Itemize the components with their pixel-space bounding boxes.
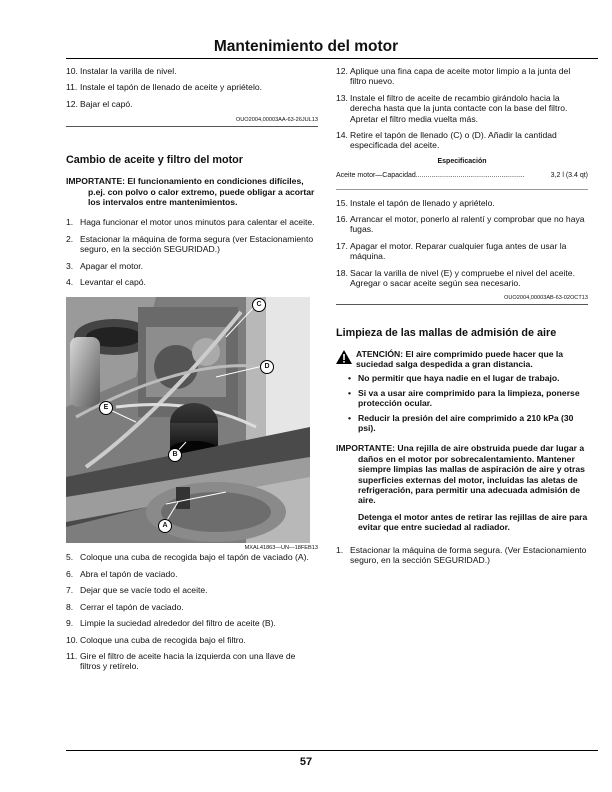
step-text: Limpie la suciedad alrededor del filtro de aceite (B). [80,618,276,629]
callout-B: B [168,448,182,462]
step-text: Cerrar el tapón de vaciado. [80,601,184,612]
spec-value: 3,2 l (3.4 qt) [550,172,588,180]
step-item [66,552,318,562]
step-item [66,602,318,612]
step-item [336,241,588,262]
step-list [66,217,318,287]
step-number: 12. [336,66,348,76]
step-list [336,66,588,151]
step-number: 8. [66,601,74,612]
important-notice [336,443,588,532]
step-item [66,635,318,645]
footer-rule [66,750,598,751]
reference-code: OUO2004,00003AB-63-02OCT13 [504,294,588,301]
step-item [66,651,318,672]
step-text: Gire el filtro de aceite hacia la izquierda con una llave de filtros y retírelo. [80,650,296,672]
step-text: Levantar el capó. [80,277,146,288]
engine-illustration [66,297,310,543]
section-heading: Cambio de aceite y filtro del motor [66,154,243,167]
important-note: Detenga el motor antes de retirar las rejillas de aire para evitar que entre suciedad al radiador. [358,511,588,533]
important-text: IMPORTANTE: Una rejilla de aire obstruida puede dar lugar a daños en el motor por sobrecalentamiento. Mantener siempre limpias las mallas de aspiración de aire y otras superficies externas del motor, incluidas las aletas de refrigeración, para permitir una adecuada admisión de aire. [336,443,585,506]
step-item [336,545,588,566]
important-text: IMPORTANTE: El funcionamiento en condiciones difíciles, p.ej. con polvo o calor extremo, puede obligar a acortar los intervalos entre mantenimientos. [66,176,315,208]
spec-divider [336,189,588,190]
bullet-dot-icon: • [348,412,352,423]
step-item [66,585,318,595]
photo-caption: MXAL41863—UN—18FEB13 [244,545,318,552]
step-list [66,552,318,671]
page-number: 57 [299,756,313,768]
step-list [336,198,588,289]
bullet-text: No permitir que haya nadie en el lugar de trabajo. [358,373,560,384]
step-text: Instalar la varilla de nivel. [80,66,177,76]
step-text: Bajar el capó. [80,98,133,109]
step-item [336,93,588,124]
step-text: Retire el tapón de llenado (C) o (D). Añadir la cantidad especificada del aceite. [350,130,557,151]
step-number: 4. [66,277,74,288]
step-number: 1. [336,544,344,555]
step-number: 10. [66,66,78,76]
step-number: 11. [66,82,78,93]
header-rule [66,58,598,59]
spec-heading: Especificación [437,157,487,165]
step-item [66,217,318,227]
step-item [66,99,318,109]
step-item [336,198,588,208]
step-number: 7. [66,585,74,596]
step-list [336,545,588,566]
step-number: 18. [336,267,348,278]
step-item [66,618,318,628]
step-number: 12. [66,98,78,109]
step-item [66,234,318,255]
right-column [336,66,588,571]
callout-C: C [252,298,266,312]
step-item [336,214,588,235]
step-item [336,130,588,151]
step-text: Apagar el motor. Reparar cualquier fuga antes de usar la máquina. [350,240,567,262]
spec-line [336,171,588,181]
step-text: Estacionar la máquina de forma segura. (Ver Estacionamiento seguro, en la sección SEGURIDAD.) [350,544,587,565]
step-text: Apagar el motor. [80,260,144,271]
step-item [66,82,318,92]
step-number: 1. [66,217,74,228]
step-number: 15. [336,197,348,208]
step-item [66,261,318,271]
left-column [66,66,318,678]
step-text: Coloque una cuba de recogida bajo el filtro. [80,634,246,645]
step-text: Instale el filtro de aceite de recambio girándolo hacia la derecha hasta que la junta contacte con la base del filtro. Apretar el filtro media vuelta más. [350,92,568,124]
spec-label: Aceite motor—Capacidad. [336,172,418,180]
step-text: Haga funcionar el motor unos minutos para calentar el aceite. [80,217,315,228]
step-number: 9. [66,618,74,629]
spec-leader: ....................................................... [417,172,525,180]
callout-D: D [260,360,274,374]
step-text: Dejar que se vacíe todo el aceite. [80,585,208,596]
step-item [66,569,318,579]
step-number: 3. [66,260,74,271]
step-text: Abra el tapón de vaciado. [80,568,178,579]
callout-E: E [99,401,113,415]
step-number: 6. [66,568,74,579]
caution-notice [336,349,588,370]
step-number: 2. [66,233,74,244]
engine-photo [66,297,310,543]
page-title: Mantenimiento del motor [213,38,399,55]
bullet-text: Reducir la presión del aire comprimido a 210 kPa (30 psi). [358,412,574,433]
important-notice [66,176,318,207]
callout-A: A [158,519,172,533]
step-item [336,66,588,87]
step-number: 16. [336,214,348,225]
step-number: 5. [66,552,74,563]
caution-text: ATENCIÓN: El aire comprimido puede hacer que la suciedad salga despedida a gran distancia. [356,348,564,369]
step-item [66,66,318,76]
step-number: 11. [66,650,78,661]
bullet-text: Si va a usar aire comprimido para la limpieza, ponerse protección ocular. [358,387,580,409]
step-number: 14. [336,130,348,141]
bullet-dot-icon: • [348,373,352,384]
step-number: 13. [336,92,348,103]
step-number: 17. [336,240,348,251]
warning-triangle-icon [336,350,352,364]
bullet-list [336,373,588,433]
bullet-item [348,373,588,383]
step-text: Instale el tapón de llenado y apriételo. [350,197,495,208]
step-text: Sacar la varilla de nivel (E) y compruebe el nivel del aceite. Agregar o sacar aceite según sea necesario. [350,267,575,289]
step-text: Coloque una cuba de recogida bajo el tapón de vaciado (A). [80,552,309,563]
step-item [336,268,588,289]
step-number: 10. [66,634,78,645]
step-text: Estacionar la máquina de forma segura (ver Estacionamiento seguro, en la sección SEGURIDAD.) [80,233,314,255]
reference-code: OUO2004,00003AA-63-26JUL13 [235,117,318,124]
step-text: Instale el tapón de llenado de aceite y apriételo. [80,82,263,93]
step-text: Arrancar el motor, ponerlo al ralentí y comprobar que no haya fugas. [350,214,585,235]
bullet-item [348,388,588,409]
step-list [66,66,318,109]
bullet-dot-icon: • [348,387,352,398]
step-text: Aplique una fina capa de aceite motor limpio a la junta del filtro nuevo. [350,66,571,87]
section-heading: Limpieza de las mallas de admisión de aire [336,326,557,339]
step-item [66,277,318,287]
bullet-item [348,413,588,434]
